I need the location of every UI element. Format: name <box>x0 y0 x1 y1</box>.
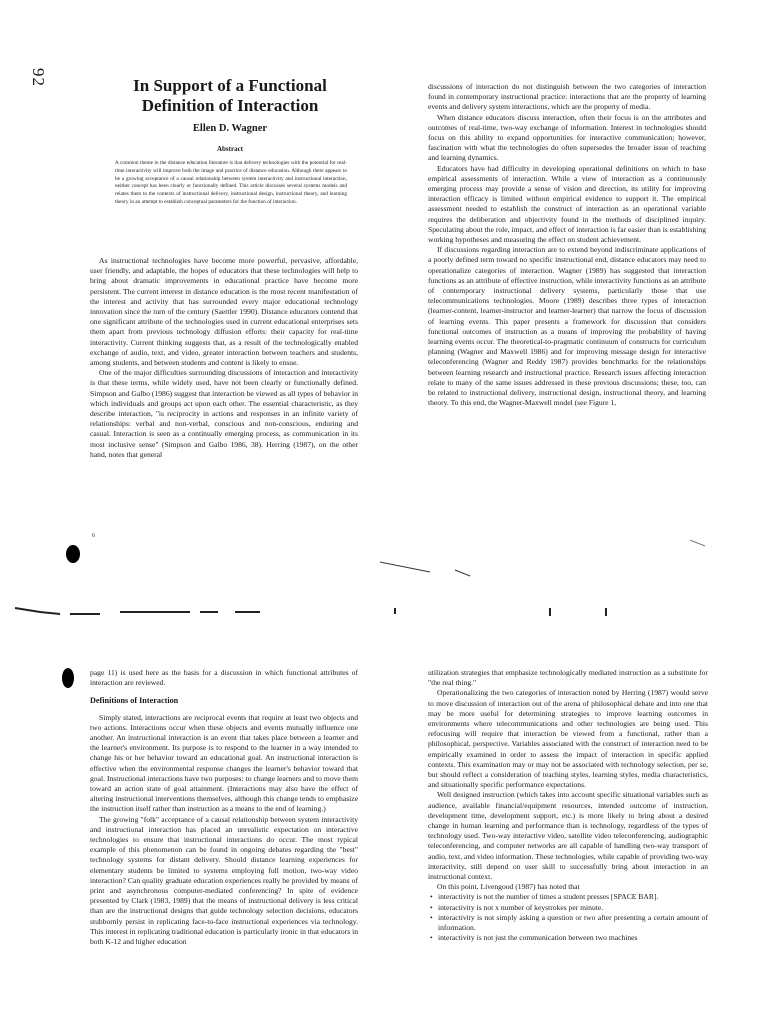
paragraph: On this point, Livengood (1987) has noted that <box>437 882 580 892</box>
paragraph: If discussions regarding interaction are to extend beyond indiscriminate applications of a poorly defined term toward no specific instructional end, distance educators may need to operationalize categories of interaction. Wagner (1989) has suggested that interaction functions as an attribute of effective instruction, while interactivity functions as an attribute of contemporary instructional delivery systems, particularly those that use telecommunications technologies. Moore (1989) describes three types of interaction (learner-content, learner-instructor and learner-learner) that narrow the focus of discussion of learning events. This paper presents a framework for discussion that considers functional outcomes of instruction as a means of improving the probability of having learning events occur. The theoretical-to-pragmatic continuum of constructs for curriculum planning (Wagner and Maxwell 1986) and for improving message design for interactive teleconferencing (Wagner and Reddy 1987) provides benchmarks for the relationships between learning research and instructional practice. Research issues affecting interaction relate to many of the same issues addressed in these previous discussions; these, too, can be related to instructional delivery, instructional design, instructional theory, and learning theory. To this end, the Wagner-Maxwell model (see Figure 1, <box>428 245 706 408</box>
bottom-left-column <box>90 668 358 947</box>
author-name: Ellen D. Wagner <box>192 123 268 134</box>
paragraph: page 11) is used here as the basis for a discussion in which functional attributes of interaction are reviewed. <box>90 668 358 688</box>
paragraph: Educators have had difficulty in developing operational definitions on which to base empirical assessments of interaction. While a view of interaction as a continuously emerging process may provide a sense of vision and direction, its utility for improving interaction efficacy is limited without empirical evidence to support it. The empirical assessment needed to establish the construct of interaction as an operational variable requires the deliberation and objectivity found in the methods of disciplined inquiry. Speculating about the role, impact, and effect of interaction is far easier than is establishing working hypotheses and measuring the effect on student achievement. <box>428 163 706 245</box>
footer-page-number: 6 <box>92 533 95 539</box>
abstract-heading: Abstract <box>216 145 244 153</box>
article-title <box>110 76 350 116</box>
paragraph: As instructional technologies have become more powerful, pervasive, affordable, user friendly, and adaptable, the hopes of educators that these technologies will help to bring about dramatic improvements in educational practice have become more persistent. The current interest in distance education is the most recent manifestation of the interest and activity that has surrounded every major educational technology innovation since the turn of the century (Saettler 1990). Distance educators contend that one significant attribute of the technologies used in current educational enterprises sets them apart from previous technology diffusion efforts: their capacity for real-time interactivity. Current thinking suggests that, as a result of the technologically enabled exchange of audio, text, and video, greater interaction between teachers and students, among students, and between students and content is likely to ensue. <box>90 256 358 368</box>
bottom-right-column <box>428 668 708 943</box>
paragraph: Operationalizing the two categories of interaction noted by Herring (1987) would serve to move discussion of interaction out of the arena of philosophical debate and into one that may be more useful for determining strategies to improve learning outcomes in environments where telecommunications and other technologies are being used. This refocusing will require that interaction be viewed from a functional, rather than a philosophical, perspective. Variables associated with the construct of interaction need to be empirically examined in order to assess the impact of interaction in specific applied contexts. This examination may or may not be associated with technology selection, per se, but should reflect a consideration of teaching styles, learning styles, media characteristics, and situationally specific performance expectations. <box>428 688 708 790</box>
top-left-column <box>90 256 358 460</box>
paragraph: Simply stated, interactions are reciprocal events that require at least two objects and two actions. Interactions occur when these objects and events mutually influence one another. An instructional interaction is an event that takes place between a learner and the learner's environment. Its purpose is to respond to the learner in a way intended to change his or her behavior toward an educational goal. An instructional interaction is effective when the environmental response changes the learner's behavior toward that goal. Instructional interactions have two purposes: to change learners and to move them toward an action state of goal attainment. (Interactions may also have the effect of altering instructional interventions themselves, although this change tends to emphasize the instruction itself rather than instruction as a means to the end of learning.) <box>90 712 358 814</box>
list-item: • interactivity is not the number of times a student presses [SPACE BAR]. <box>428 892 708 902</box>
list-item: • interactivity is not simply asking a question or two after presenting a certain amount of information. <box>428 913 708 933</box>
paragraph: The growing "folk" acceptance of a causal relationship between system interactivity and instructional interaction has placed an unrealistic expectation on interactive technologies to ensure that instructional interactions do occur. The most typical example of this phenomenon can be found in ongoing debates regarding the "best" technology systems for distant delivery. Should distance learning experiences for elementary students be limited to systems employing full motion, two-way video interaction? Can quality graduate education experiences really be provided by means of print and asynchronous computer-mediated conferencing? In spite of evidence presented by Clark (1983, 1989) that the means of instructional delivery is less critical than are the instructional designs that guide technology selection decisions, educators stubbornly persist in replicating face-to-face instructional experiences via technology. This interest in replicating traditional education is particularly ironic in that educators in both K-12 and higher education <box>90 814 358 947</box>
paragraph: One of the major difficulties surrounding discussions of interaction and interactivity is that these terms, while widely used, have not been clearly or functionally defined. Simpson and Galbo (1986) suggest that interaction be viewed as all types of behavior in which individuals and groups act upon each other. The essential characteristic, as they describe interaction, "is reciprocity in actions and responses in an infinite variety of relationships: verbal and non-verbal, conscious and non-conscious, enduring and casual. Interaction is seen as a continually emerging process, as communication in its most inclusive sense" (Simpson and Galbo 1986, 38). Herring (1987), on the other hand, notes that general <box>90 368 358 459</box>
side-page-number: 92 <box>29 68 48 87</box>
section-heading: Definitions of Interaction <box>90 696 179 706</box>
list-item: • interactivity is not x number of keystrokes per minute. <box>428 903 708 913</box>
scan-blot <box>62 668 74 688</box>
paragraph: utilization strategies that emphasize technologically mediated instruction as a substitute for "the real thing." <box>428 668 708 688</box>
bullet-list <box>428 892 708 943</box>
paragraph: Well designed instruction (which takes into account specific situational variables such as audience, available financial/equipment resources, intended outcome of instruction, development time, development support, etc.) is more likely to bring about a desired change in human learning and performance than is technology, regardless of the types of technology used. Two-way interactive video, satellite video teleconferencing, audiographic teleconferencing, and computer networks are all capable of handling two-way transport of audio, text, and video information. These technologies, while capable of providing two-way interactivity, still depend on user skill to successfully bring about interaction in an instructional context. <box>428 790 708 882</box>
paragraph: discussions of interaction do not distinguish between the two categories of interaction found in contemporary instructional practice: interactions that are the property of learning events and delivery system interactions, which are the property of media. <box>428 82 706 112</box>
abstract-text: A common theme in the distance education literature is that delivery technologies with the potential for real-time interactivity will improve both the image and practice of distance education. Although there appears to be a growing acceptance of a causal relationship between system interactivity and instructional interaction, neither concept has been clearly or functionally defined. This article discusses several systems models and relates them to the contexts of instructional delivery, instructional design, instructional theory, and learning theory in an attempt to establish conceptual parameters for the function of interaction. <box>115 160 347 205</box>
list-item: • interactivity is not just the communication between two machines <box>428 933 708 943</box>
title-line-2: Definition of Interaction <box>141 96 319 115</box>
paragraph: When distance educators discuss interaction, often their focus is on the attributes and outcomes of real-time, two-way exchange of information. Interest in technologies should focus on this ability to expand opportunities for interactive communication; however, fascination with what the technologies do often supersedes the broader issue of teaching and learning dynamics. <box>428 112 706 163</box>
top-right-column <box>428 82 706 409</box>
title-line-1: In Support of a Functional <box>133 76 327 95</box>
scan-artifact-lines <box>0 540 768 620</box>
